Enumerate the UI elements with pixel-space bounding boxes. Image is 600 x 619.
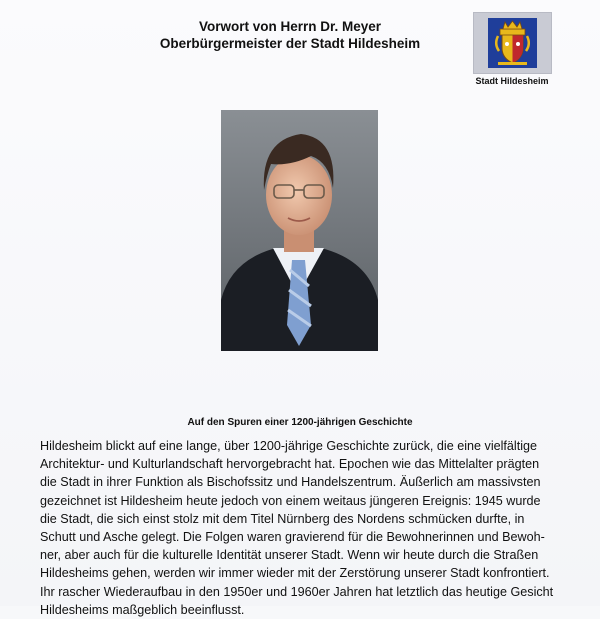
body-line: die Stadt, die sich einst stolz mit dem Titel Nürnberg des Nordens schmücken durfte, in	[40, 511, 525, 526]
portrait-photo	[221, 110, 378, 351]
emblem-caption: Stadt Hildesheim	[475, 76, 549, 86]
body-line: Hildesheims gehen, werden wir immer wieder mit der Zerstörung unserer Stadt konfrontiert.	[40, 566, 550, 581]
coat-of-arms-icon	[488, 18, 537, 68]
body-line: die Stadt in ihrer Funktion als Bischofssitz und Handelszentrum. Äußerlich am massivsten	[40, 475, 541, 490]
section-subtitle: Auf den Spuren einer 1200-jährigen Geschichte	[187, 417, 413, 428]
body-line: Hildesheims maßgeblich beeinflusst.	[40, 602, 245, 617]
page-heading	[110, 18, 470, 52]
body-line: Architektur- und Kulturlandschaft hervorgebracht hat. Epochen wie das Mittelalter prägten	[40, 457, 540, 472]
coat-of-arms-emblem	[473, 12, 552, 74]
body-paragraph	[40, 437, 562, 619]
body-line: Hildesheim blickt auf eine lange, über 1200-jährige Geschichte zurück, die eine vielfältige	[40, 439, 538, 453]
body-line: Schutt und Asche gelegt. Die Folgen waren gravierend für die Bewohnerinnen und Bewoh-	[40, 530, 545, 545]
heading-line-1: Vorwort von Herrn Dr. Meyer	[198, 19, 382, 34]
heading-line-2: Oberbürgermeister der Stadt Hildesheim	[159, 36, 421, 51]
body-line: gezeichnet ist Hildesheim heute jedoch von einem weitaus jüngeren Ereignis: 1945 wurde	[40, 493, 541, 508]
coat-of-arms-field	[488, 18, 537, 68]
body-line: Ihr rascher Wiederaufbau in den 1950er und 1960er Jahren hat letztlich das heutige Gesicht	[40, 584, 554, 599]
body-line: ner, aber auch für die kulturelle Identität unserer Stadt. Wenn wir heute durch die Straßen	[40, 548, 539, 563]
